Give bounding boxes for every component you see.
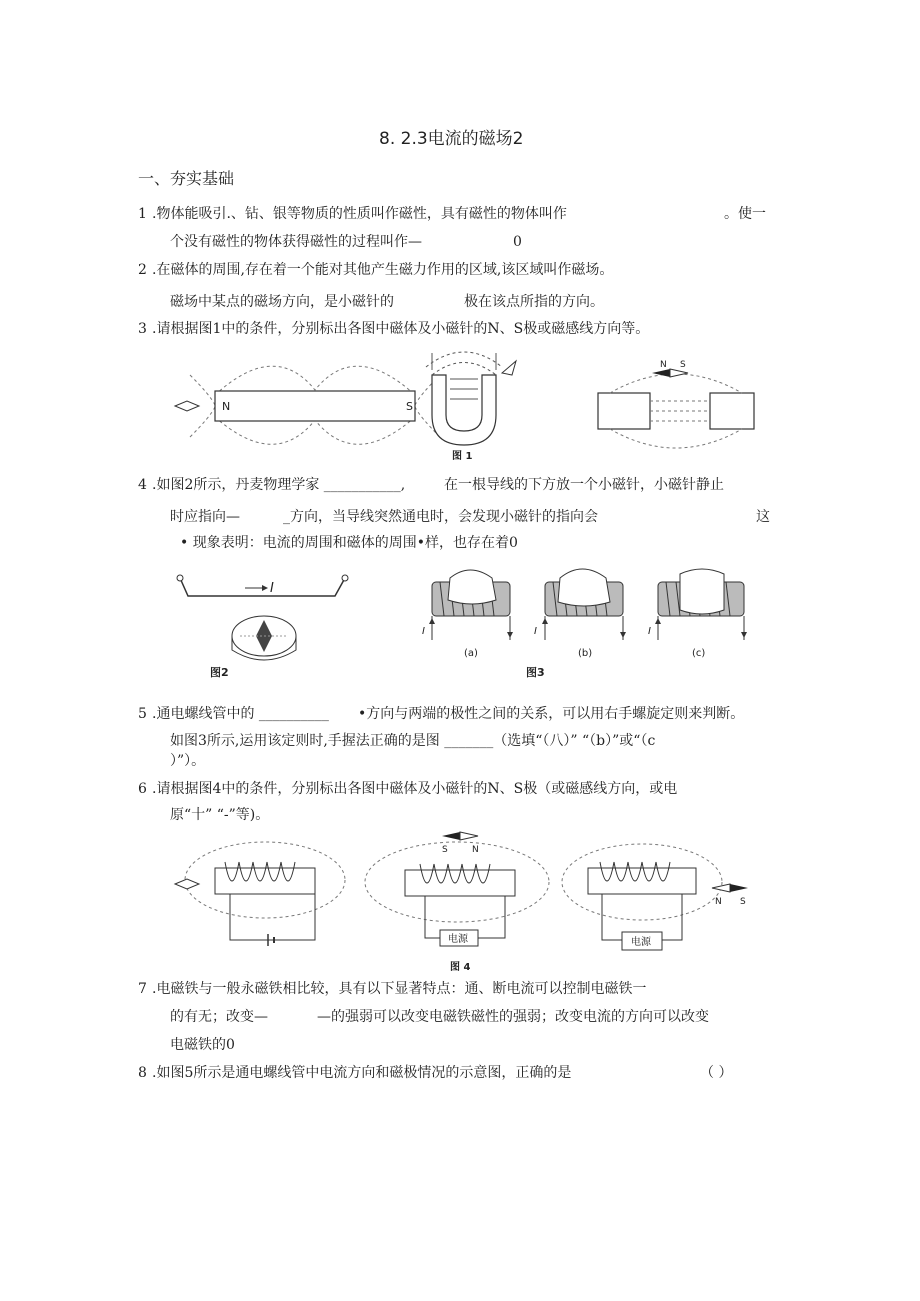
q1-line1-end: 。使一 bbox=[724, 206, 766, 222]
needle-n-label: N bbox=[660, 360, 667, 370]
needle-s-label: S bbox=[442, 845, 448, 855]
needle-n-label: N bbox=[472, 845, 479, 855]
q1-line1: .物体能吸引.、钻、银等物质的性质叫作磁性，具有磁性的物体叫作 bbox=[152, 206, 567, 222]
hand-icon bbox=[558, 569, 610, 606]
needle2-n-label: N bbox=[715, 897, 722, 907]
u-magnet-needle-icon bbox=[502, 361, 516, 375]
bar-magnet-n-label: N bbox=[222, 400, 231, 413]
label-c: (c) bbox=[692, 648, 706, 659]
u-magnet bbox=[426, 352, 516, 445]
label-b: (b) bbox=[578, 648, 593, 659]
q2-number: 2 bbox=[138, 262, 147, 278]
q8-number: 8 bbox=[138, 1065, 147, 1081]
two-magnets bbox=[598, 360, 754, 448]
current-label-a: I bbox=[422, 626, 425, 637]
q6-line2: 原“十” “-”等)。 bbox=[170, 807, 270, 823]
figure-3 bbox=[420, 560, 760, 685]
figure-1-caption: 图 1 bbox=[452, 451, 473, 462]
figure-2 bbox=[170, 560, 360, 685]
q5-line1: .通电螺线管中的 __________ bbox=[152, 706, 329, 722]
q5-line2: 如图3所示,运用该定则时,手握法正确的是图 _______（选填“（八）” “（b）”或“（c bbox=[170, 733, 656, 749]
section-heading: 一、夯实基础 bbox=[138, 169, 235, 188]
solenoid-3 bbox=[562, 844, 748, 950]
hand-icon bbox=[448, 570, 496, 604]
q3-line1: .请根据图1中的条件，分别标出各图中磁体及小磁针的N、S极或磁感线方向等。 bbox=[152, 321, 650, 337]
q7-line3: 电磁铁的0 bbox=[170, 1037, 235, 1053]
label-a: (a) bbox=[464, 648, 478, 659]
q7-line2-end: —的强弱可以改变电磁铁磁性的强弱；改变电流的方向可以改变 bbox=[317, 1009, 709, 1025]
solenoid-1 bbox=[175, 842, 345, 946]
q7-number: 7 bbox=[138, 981, 147, 997]
power-label-1: 电源 bbox=[448, 934, 468, 945]
q2-line2-end: 极在该点所指的方向。 bbox=[464, 294, 604, 310]
current-label: I bbox=[270, 581, 274, 596]
page-title: 8. 2.3电流的磁场2 bbox=[379, 129, 524, 149]
q4-line2-mid: _方向，当导线突然通电时，会发现小磁针的指向会 bbox=[283, 509, 598, 525]
q1-number: 1 bbox=[138, 206, 147, 222]
needle-s-label: S bbox=[680, 360, 686, 370]
figure-2-caption: 图2 bbox=[210, 666, 229, 679]
q4-line2-end: 这 bbox=[756, 509, 770, 525]
needle2-s-label: S bbox=[740, 897, 746, 907]
figure-3c bbox=[648, 569, 747, 659]
compass-needle-icon bbox=[175, 401, 199, 411]
q4-line1: .如图2所示，丹麦物理学家 ___________, bbox=[152, 477, 406, 493]
figure-4 bbox=[170, 828, 770, 976]
q4-number: 4 bbox=[138, 477, 147, 493]
q3-number: 3 bbox=[138, 321, 147, 337]
q6-number: 6 bbox=[138, 781, 147, 797]
figure-4-caption: 图 4 bbox=[450, 962, 471, 973]
q2-line1: .在磁体的周围,存在着一个能对其他产生磁力作用的区域,该区域叫作磁场。 bbox=[152, 262, 614, 278]
q7-line1: .电磁铁与一般永磁铁相比较，具有以下显著特点：通、断电流可以控制电磁铁一 bbox=[152, 981, 647, 997]
compass-needle-icon bbox=[175, 879, 199, 889]
q1-line2-end: 0 bbox=[513, 234, 522, 250]
q5-line3: ）”）。 bbox=[170, 753, 206, 769]
bar-magnet bbox=[215, 391, 415, 421]
figure-3a bbox=[422, 570, 513, 659]
q4-line2: 时应指向— bbox=[170, 509, 240, 525]
current-label-c: I bbox=[648, 626, 651, 637]
q2-line2: 磁场中某点的磁场方向，是小磁针的 bbox=[170, 294, 394, 310]
current-label-b: I bbox=[534, 626, 537, 637]
power-label-2: 电源 bbox=[631, 937, 651, 948]
q6-line1: .请根据图4中的条件，分别标出各图中磁体及小磁针的N、S极（或磁感线方向，或电 bbox=[152, 781, 678, 797]
q8-line1: .如图5所示是通电螺线管中电流方向和磁极情况的示意图，正确的是 bbox=[152, 1065, 572, 1081]
solenoid-2 bbox=[365, 832, 549, 946]
figure-1 bbox=[170, 345, 770, 463]
q8-answer-paren: （ ） bbox=[700, 1065, 733, 1081]
q1-line2: 个没有磁性的物体获得磁性的过程叫作— bbox=[170, 234, 422, 250]
bar-magnet-s-label: S bbox=[406, 400, 413, 413]
q5-line1-end: •方向与两端的极性之间的关系，可以用右手螺旋定则来判断。 bbox=[358, 706, 745, 722]
figure-3b bbox=[534, 569, 626, 659]
figure-3-caption: 图3 bbox=[526, 666, 545, 679]
q7-line2: 的有无；改变— bbox=[170, 1009, 268, 1025]
q5-number: 5 bbox=[138, 706, 147, 722]
q4-line3: • 现象表明：电流的周围和磁体的周围•样，也存在着0 bbox=[180, 535, 518, 551]
hand-icon bbox=[680, 569, 724, 614]
q4-line1-end: 在一根导线的下方放一个小磁针，小磁针静止 bbox=[444, 477, 724, 493]
